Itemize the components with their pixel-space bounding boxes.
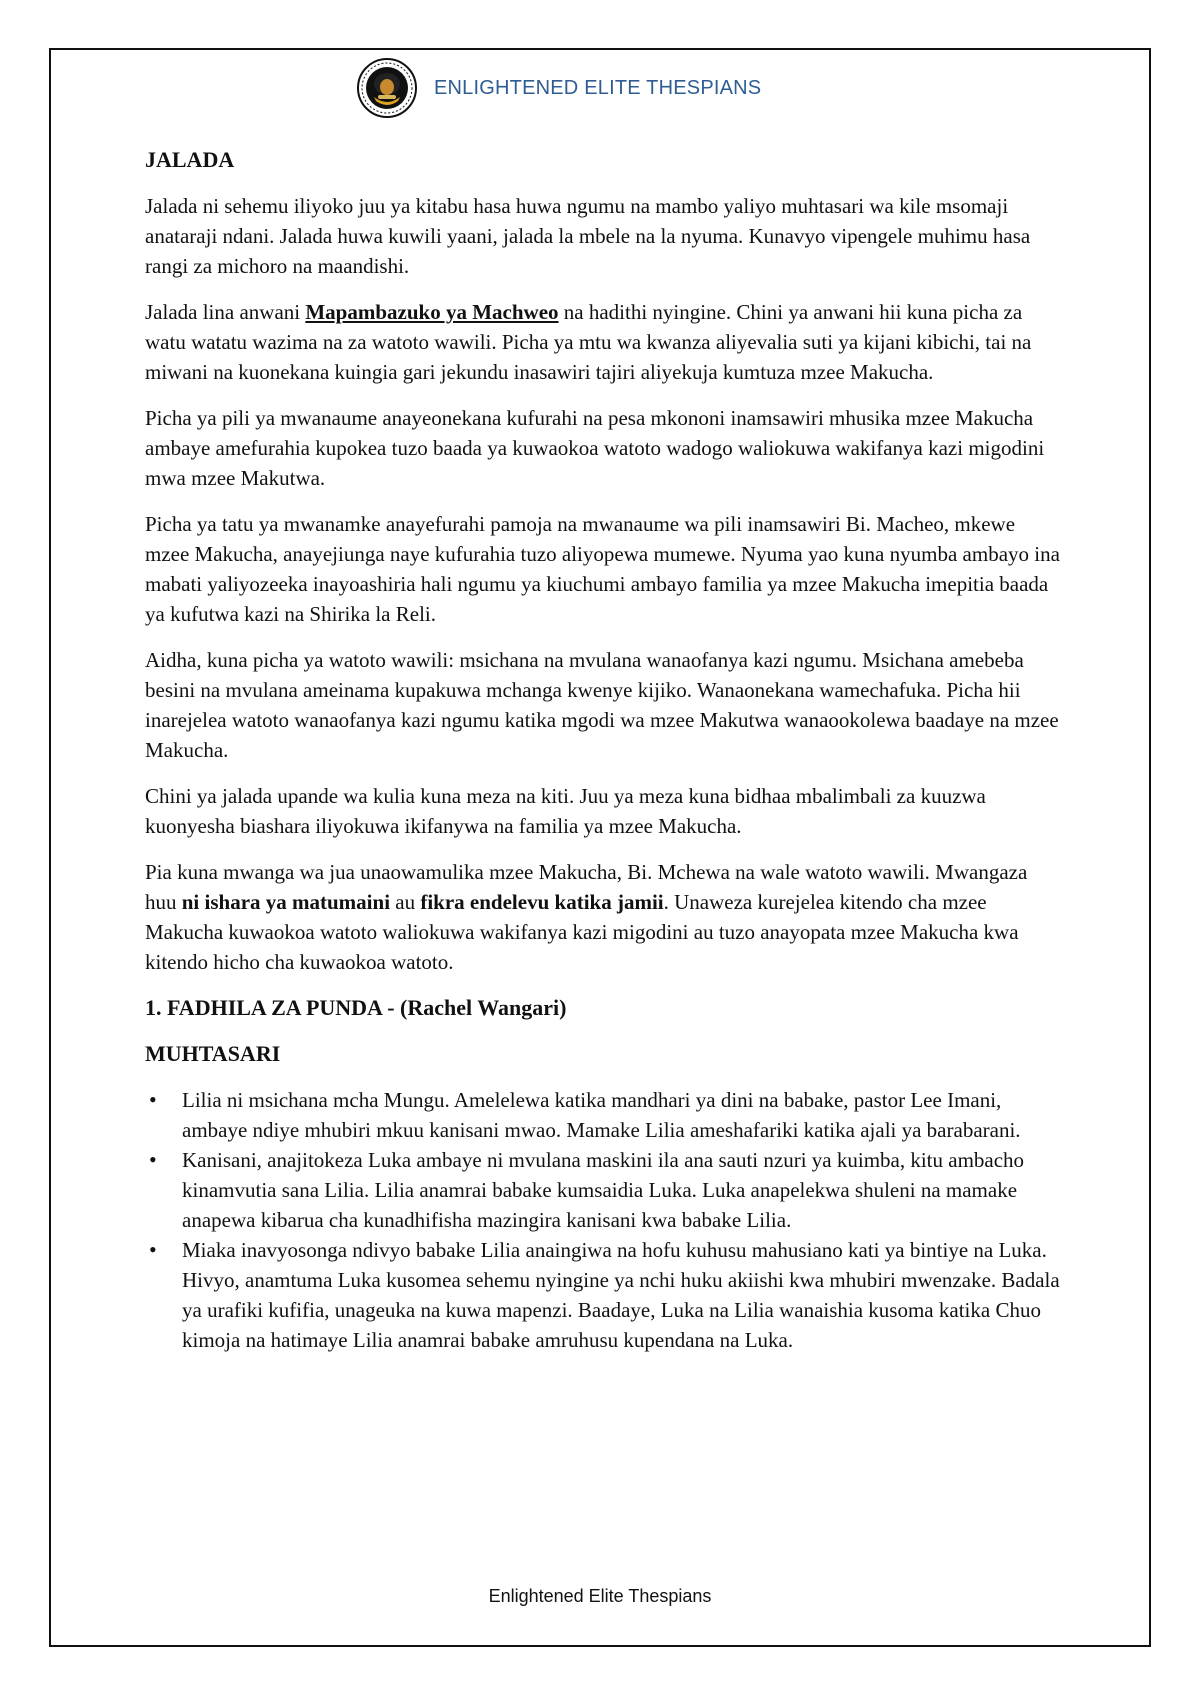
summary-heading: MUHTASARI — [145, 1041, 281, 1066]
text-run: . Unaweza kurejelea kitendo cha mzee Makucha kuwaokoa watoto waliokuwa wakifanya kazi migodini au tuzo anayopata mzee Makucha kwa kitendo hicho cha kuwaokoa watoto. — [145, 890, 1019, 974]
summary-list — [145, 1085, 1060, 1355]
paragraph — [145, 857, 1060, 977]
paragraph — [145, 297, 1060, 387]
story-heading: 1. FADHILA ZA PUNDA - (Rachel Wangari) — [145, 995, 567, 1020]
list-item-text: Kanisani, anajitokeza Luka ambaye ni mvulana maskini ila ana sauti nzuri ya kuimba, kitu ambacho kinamvutia sana Lilia. Lilia anamrai babake kumsaidia Luka. Luka anapelekwa shuleni na mamake anapewa kibarua cha kunadhifisha mazingira kanisani kwa babake Lilia. — [182, 1148, 1025, 1232]
text-run: Jalada lina anwani — [145, 300, 306, 324]
book-title: Mapambazuko ya Machweo — [305, 300, 559, 324]
page-header — [356, 58, 761, 118]
list-item — [145, 1145, 1060, 1235]
text-run: na hadithi nyingine. Chini ya anwani hii kuna picha za watu watatu wazima na za watoto wawili. Picha ya mtu wa kwanza aliyevalia suti ya kijani kibichi, tai na miwani na kuonekana kuingia gari jekundu inasawiri tajiri aliyekuja kumtuza mzee Makucha. — [145, 300, 1032, 384]
paragraph: Chini ya jalada upande wa kulia kuna meza na kiti. Juu ya meza kuna bidhaa mbalimbali za kuuzwa kuonyesha biashara iliyokuwa ikifanywa na familia ya mzee Makucha. — [145, 784, 986, 838]
list-item — [145, 1235, 1060, 1355]
bullet-icon: • — [149, 1147, 157, 1172]
section-heading-jalada: JALADA — [145, 147, 235, 172]
paragraph: Picha ya pili ya mwanaume anayeonekana kufurahi na pesa mkononi inamsawiri mhusika mzee Makucha ambaye amefurahia kupokea tuzo baada ya kuwaokoa watoto wadogo waliokuwa wakifanya kazi migodini mwa mzee Makutwa. — [145, 406, 1045, 490]
text-run: Pia kuna mwanga wa jua unaowamulika mzee Makucha, Bi. Mchewa na wale watoto wawili. Mwangaza huu — [145, 860, 1028, 914]
bullet-icon: • — [149, 1087, 157, 1112]
list-item-text: Lilia ni msichana mcha Mungu. Amelelewa katika mandhari ya dini na babake, pastor Lee Imani, ambaye ndiye mhubiri mkuu kanisani mwao. Mamake Lilia ameshafariki katika ajali ya barabarani. — [182, 1088, 1021, 1142]
list-item — [145, 1085, 1060, 1145]
text-run: au — [390, 890, 421, 914]
bold-phrase: ni ishara ya matumaini — [181, 890, 391, 914]
page-footer: Enlightened Elite Thespians — [488, 1586, 712, 1606]
bold-phrase: fikra endelevu katika jamii — [420, 890, 664, 914]
paragraph: Aidha, kuna picha ya watoto wawili: msichana na mvulana wanaofanya kazi ngumu. Msichana amebeba besini na mvulana ameinama kupakuwa mchanga kwenye kijiko. Wanaonekana wamechafuka. Picha hii inarejelea watoto wanaofanya kazi ngumu katika mgodi wa mzee Makutwa wanaookolewa baadaye na mzee Makucha. — [145, 648, 1059, 762]
paragraph: Jalada ni sehemu iliyoko juu ya kitabu hasa huwa ngumu na mambo yaliyo muhtasari wa kile msomaji anataraji ndani. Jalada huwa kuwili yaani, jalada la mbele na la nyuma. Kunavyo vipengele muhimu hasa rangi za michoro na maandishi. — [145, 194, 1031, 278]
document-body — [145, 145, 1060, 1355]
list-item-text: Miaka inavyosonga ndivyo babake Lilia anaingiwa na hofu kuhusu mahusiano kati ya bintiye na Luka. Hivyo, anamtuma Luka kusomea sehemu nyingine ya nchi huku akiishi kwa mhubiri mwenzake. Badala ya urafiki kufifia, unageuka na kuwa mapenzi. Baadaye, Luka na Lilia wanaishia kusoma katika Chuo kimoja na hatimaye Lilia anamrai babake amruhusu kupendana na Luka. — [182, 1238, 1060, 1352]
paragraph: Picha ya tatu ya mwanamke anayefurahi pamoja na mwanaume wa pili inamsawiri Bi. Macheo, mkewe mzee Makucha, anayejiunga naye kufurahia tuzo aliyopewa mumewe. Nyuma yao kuna nyumba ambayo ina mabati yaliyozeeka inayoashiria hali ngumu ya kiuchumi ambayo familia ya mzee Makucha imepitia baada ya kufutwa kazi na Shirika la Reli. — [145, 512, 1060, 626]
bullet-icon: • — [149, 1237, 157, 1262]
brand-title: ENLIGHTENED ELITE THESPIANS — [434, 76, 762, 99]
thespian-seal-icon — [356, 57, 418, 119]
